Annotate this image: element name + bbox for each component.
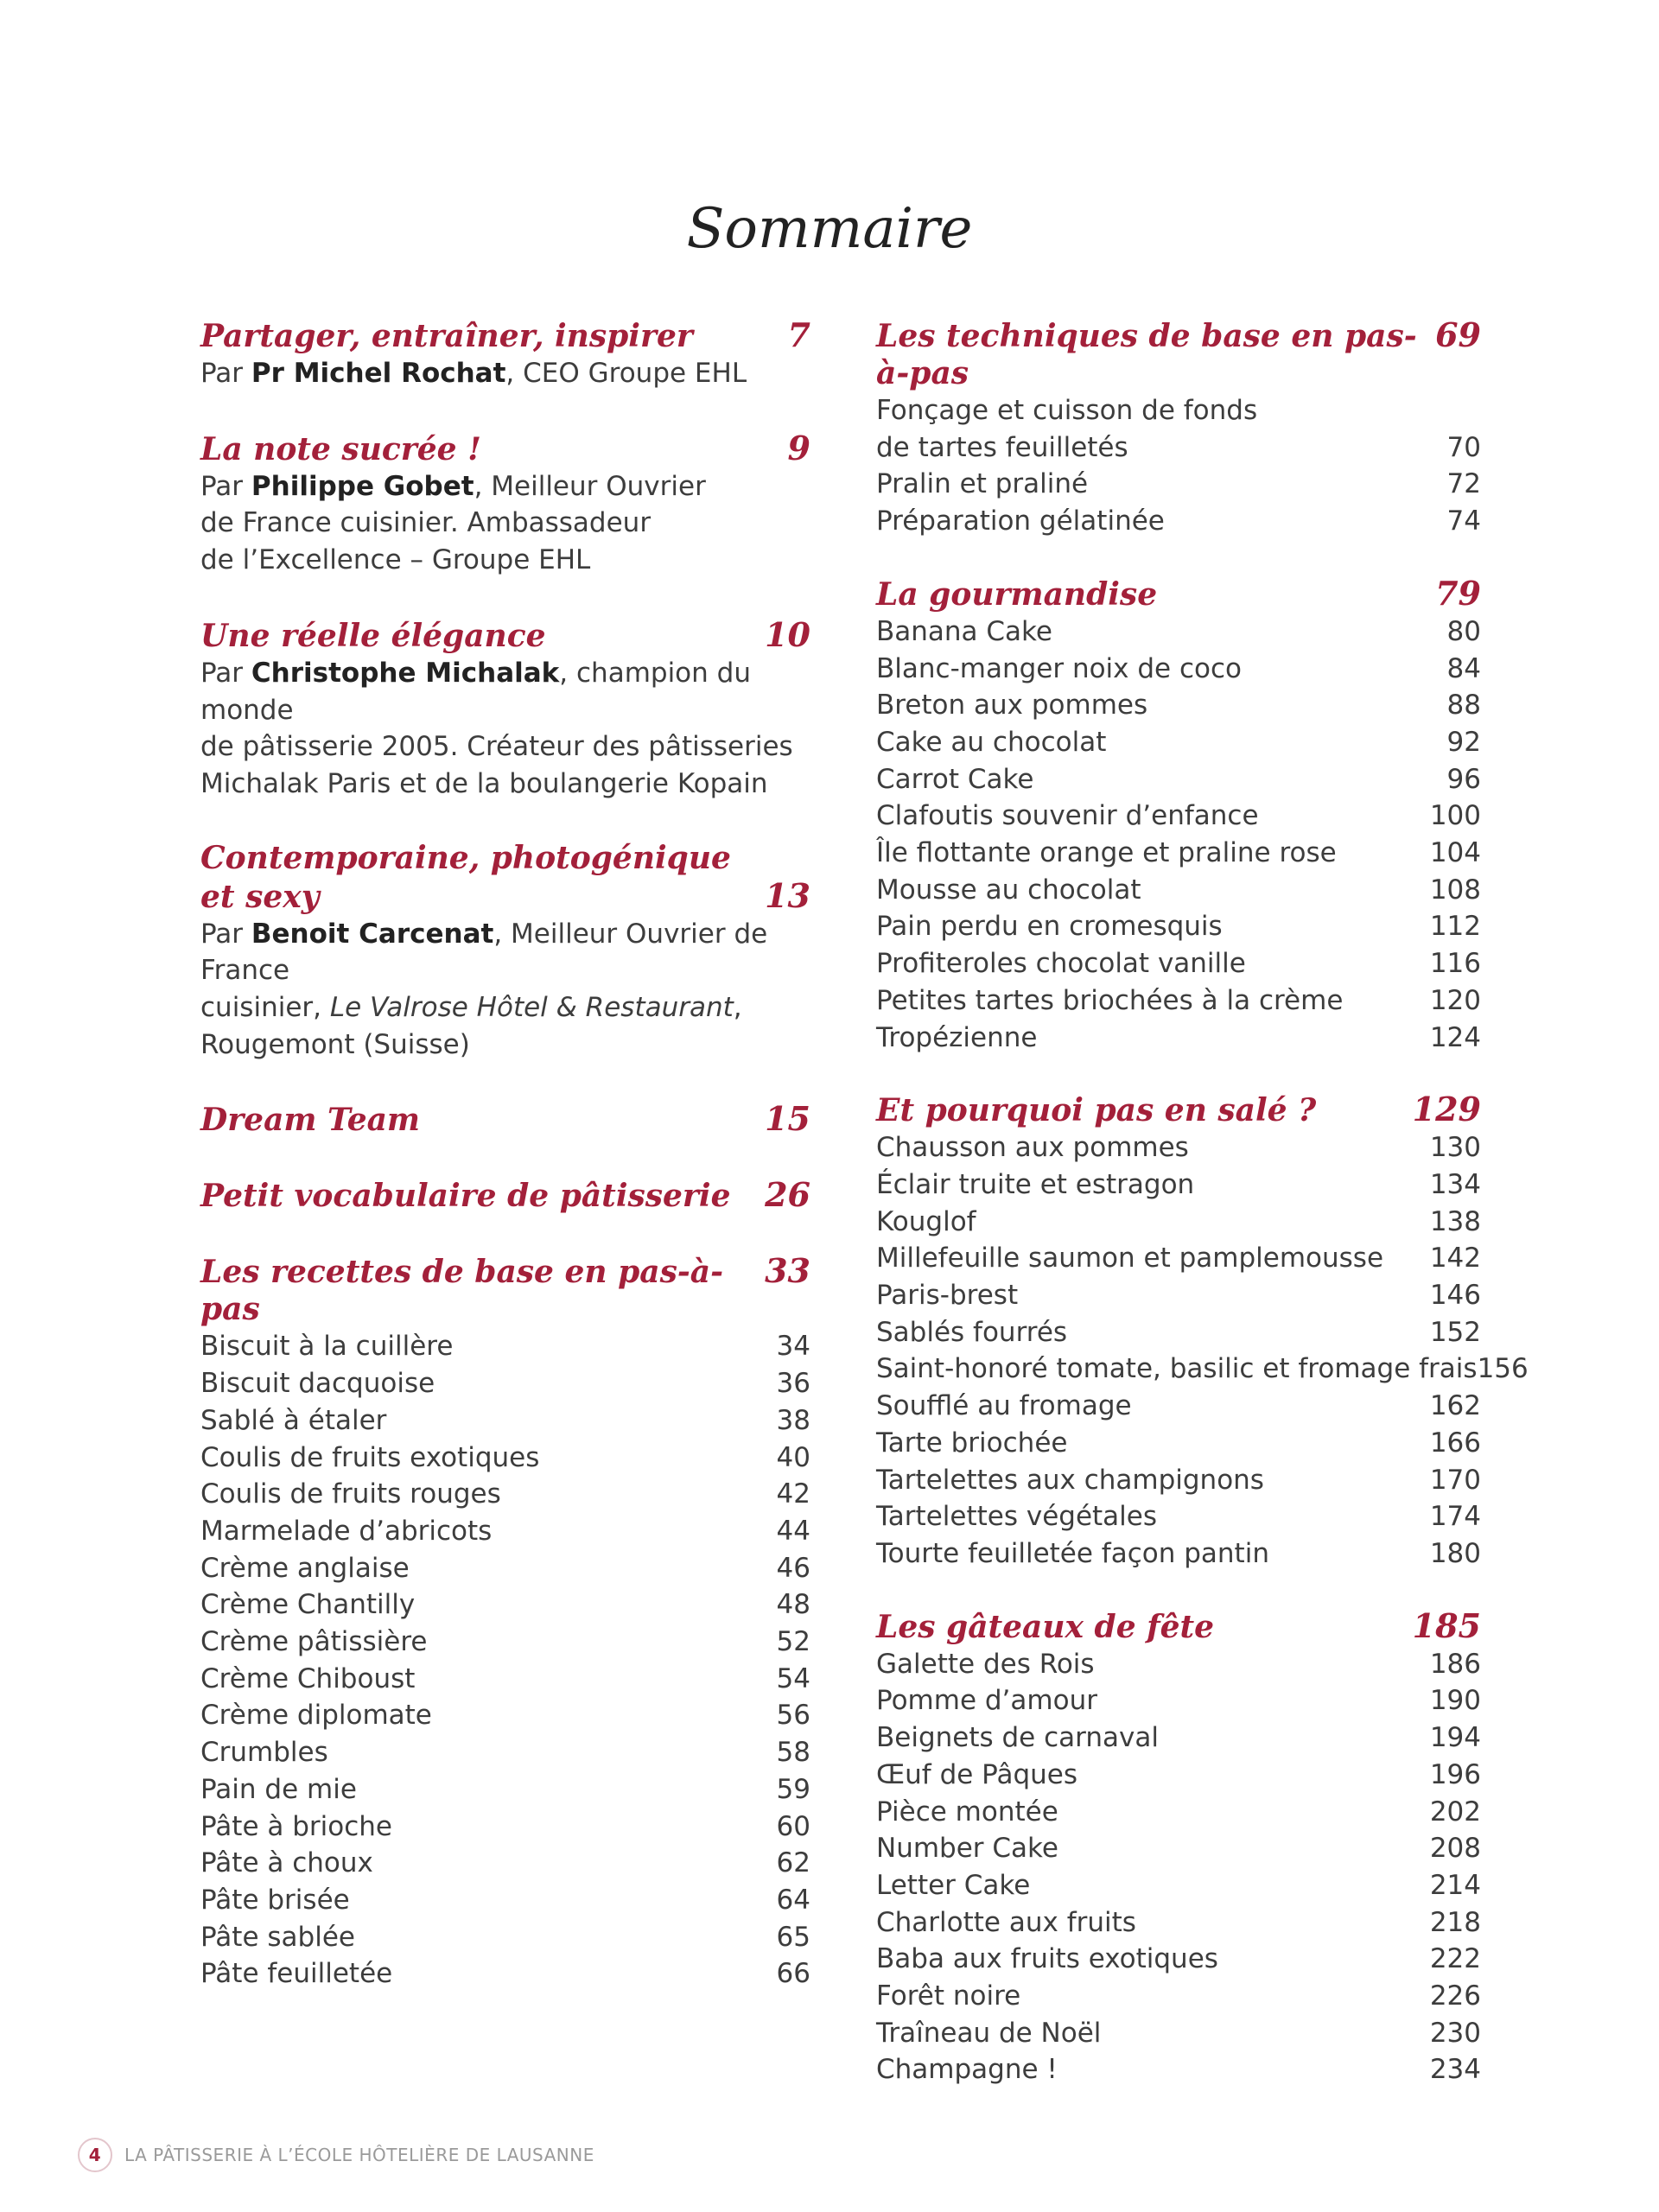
toc-entry[interactable] bbox=[876, 1462, 1481, 1499]
entry-page: 74 bbox=[1446, 505, 1481, 537]
entry-label: de tartes feuilletés bbox=[876, 431, 1128, 463]
entry-label: Éclair truite et estragon bbox=[876, 1168, 1195, 1200]
entry-label: Tarte briochée bbox=[876, 1427, 1068, 1459]
section-title: Contemporaine, photogénique bbox=[200, 839, 731, 876]
section-page: 185 bbox=[1412, 1605, 1481, 1645]
entry-label: Millefeuille saumon et pamplemousse bbox=[876, 1243, 1384, 1274]
entry-page: 180 bbox=[1429, 1537, 1481, 1569]
entry-label: Crumbles bbox=[200, 1737, 328, 1769]
section-author: Par Benoit Carcenat, Meilleur Ouvrier de France cuisinier, Le Valrose Hôtel & Restaurant, Rougemont (Suisse) bbox=[200, 918, 768, 1060]
toc-entry-list bbox=[876, 1646, 1481, 2088]
toc-entry[interactable] bbox=[876, 1240, 1481, 1277]
section-heading[interactable] bbox=[200, 1100, 810, 1139]
entry-label: Pâte feuilletée bbox=[200, 1958, 393, 1990]
section-heading[interactable] bbox=[200, 616, 810, 655]
entry-label: Fonçage et cuisson de fonds bbox=[876, 395, 1258, 426]
entry-label: Crème Chiboust bbox=[200, 1662, 416, 1694]
toc-section bbox=[200, 316, 810, 392]
entry-label: Soufflé au fromage bbox=[876, 1390, 1132, 1422]
entry-label: Saint-honoré tomate, basilic et fromage frais bbox=[876, 1353, 1478, 1385]
entry-page: 59 bbox=[776, 1773, 810, 1805]
entry-page: 112 bbox=[1429, 911, 1481, 943]
toc-entry[interactable] bbox=[200, 1550, 810, 1587]
entry-page: 108 bbox=[1429, 874, 1481, 906]
toc-section bbox=[876, 1607, 1481, 2088]
toc-left-column bbox=[200, 316, 810, 1993]
entry-page: 186 bbox=[1429, 1648, 1481, 1680]
toc-entry[interactable] bbox=[876, 1277, 1481, 1314]
section-page: 69 bbox=[1435, 315, 1481, 354]
entry-page: 70 bbox=[1446, 431, 1481, 463]
toc-entry[interactable] bbox=[200, 1328, 810, 1365]
toc-section bbox=[876, 1090, 1529, 1572]
toc-entry[interactable] bbox=[876, 835, 1481, 872]
toc-section bbox=[200, 1252, 810, 1993]
entry-page: 66 bbox=[776, 1958, 810, 1990]
toc-section bbox=[200, 616, 810, 803]
entry-label: Biscuit à la cuillère bbox=[200, 1331, 454, 1363]
toc-entry[interactable] bbox=[876, 872, 1481, 909]
section-page: 26 bbox=[765, 1175, 810, 1215]
entry-page: 138 bbox=[1429, 1205, 1481, 1237]
section-page: 15 bbox=[765, 1099, 810, 1139]
entry-label: Pain de mie bbox=[200, 1773, 357, 1805]
entry-label: Préparation gélatinée bbox=[876, 505, 1165, 537]
page-title: Sommaire bbox=[686, 197, 973, 261]
entry-page: 96 bbox=[1446, 763, 1481, 795]
entry-page: 156 bbox=[1477, 1353, 1529, 1385]
toc-entry[interactable] bbox=[200, 1734, 810, 1771]
entry-page: 44 bbox=[776, 1515, 810, 1547]
section-heading[interactable] bbox=[876, 575, 1481, 613]
entry-label: Blanc-manger noix de coco bbox=[876, 652, 1242, 684]
section-heading-continued[interactable] bbox=[200, 877, 810, 916]
page-number-badge: 4 bbox=[78, 2138, 112, 2172]
toc-entry[interactable] bbox=[200, 1808, 810, 1846]
section-title: et sexy bbox=[200, 878, 320, 915]
book-title: LA PÂTISSERIE À L’ÉCOLE HÔTELIÈRE DE LAUSANNE bbox=[124, 2145, 594, 2165]
toc-entry[interactable] bbox=[876, 1020, 1481, 1057]
section-page: 7 bbox=[787, 315, 810, 354]
section-page: 79 bbox=[1435, 573, 1481, 613]
toc-entry[interactable] bbox=[876, 613, 1481, 651]
toc-entry[interactable] bbox=[876, 651, 1481, 688]
entry-page: 104 bbox=[1429, 837, 1481, 869]
entry-label: Œuf de Pâques bbox=[876, 1758, 1078, 1790]
entry-label: Sablé à étaler bbox=[200, 1404, 387, 1436]
entry-page: 120 bbox=[1429, 984, 1481, 1016]
toc-entry-list bbox=[200, 1328, 810, 1993]
entry-page: 65 bbox=[776, 1921, 810, 1953]
entry-label: Champagne ! bbox=[876, 2054, 1058, 2086]
entry-label: Galette des Rois bbox=[876, 1648, 1095, 1680]
toc-entry[interactable] bbox=[876, 1535, 1481, 1573]
toc-entry[interactable] bbox=[876, 1498, 1481, 1535]
entry-page: 54 bbox=[776, 1662, 810, 1694]
section-title: Partager, entraîner, inspirer bbox=[200, 318, 693, 354]
section-page: 9 bbox=[787, 428, 810, 467]
toc-entry[interactable] bbox=[876, 392, 1481, 429]
toc-entry[interactable] bbox=[876, 2015, 1481, 2052]
toc-entry[interactable] bbox=[876, 1719, 1481, 1757]
section-title: Petit vocabulaire de pâtisserie bbox=[200, 1178, 731, 1215]
entry-page: 234 bbox=[1429, 2054, 1481, 2086]
entry-label: Tartelettes végétales bbox=[876, 1501, 1158, 1533]
entry-page: 208 bbox=[1429, 1833, 1481, 1865]
entry-page: 60 bbox=[776, 1810, 810, 1842]
entry-page: 134 bbox=[1429, 1168, 1481, 1200]
toc-section bbox=[200, 1100, 810, 1139]
section-heading[interactable] bbox=[200, 316, 810, 355]
section-title: Les gâteaux de fête bbox=[876, 1608, 1215, 1645]
section-heading[interactable] bbox=[200, 1252, 810, 1328]
toc-entry[interactable] bbox=[876, 1425, 1481, 1462]
entry-label: Pâte à brioche bbox=[200, 1810, 392, 1842]
entry-label: Crème Chantilly bbox=[200, 1589, 416, 1621]
toc-entry[interactable] bbox=[876, 687, 1481, 724]
entry-label: Crème anglaise bbox=[200, 1552, 410, 1584]
section-heading[interactable] bbox=[876, 316, 1481, 392]
toc-entry[interactable] bbox=[200, 1697, 810, 1734]
entry-label: Crème pâtissière bbox=[200, 1626, 428, 1658]
section-title: Et pourquoi pas en salé ? bbox=[876, 1092, 1317, 1129]
toc-entry[interactable] bbox=[876, 1941, 1481, 1978]
toc-entry[interactable] bbox=[200, 1476, 810, 1513]
entry-page: 194 bbox=[1429, 1722, 1481, 1754]
entry-label: Baba aux fruits exotiques bbox=[876, 1943, 1218, 1975]
toc-section bbox=[200, 840, 810, 1064]
entry-label: Letter Cake bbox=[876, 1869, 1031, 1901]
entry-page: 146 bbox=[1429, 1280, 1481, 1312]
toc-entry[interactable] bbox=[876, 1351, 1529, 1388]
toc-entry[interactable] bbox=[876, 724, 1481, 761]
entry-label: Biscuit dacquoise bbox=[200, 1368, 435, 1400]
section-heading[interactable] bbox=[200, 1176, 810, 1215]
entry-label: Sablés fourrés bbox=[876, 1316, 1068, 1348]
section-page: 10 bbox=[765, 614, 810, 654]
entry-page: 40 bbox=[776, 1441, 810, 1473]
entry-page: 84 bbox=[1446, 652, 1481, 684]
toc-entry[interactable] bbox=[876, 945, 1481, 982]
entry-page: 162 bbox=[1429, 1390, 1481, 1422]
entry-page: 64 bbox=[776, 1884, 810, 1916]
section-title: Une réelle élégance bbox=[200, 617, 546, 654]
entry-page: 80 bbox=[1446, 615, 1481, 647]
entry-page: 166 bbox=[1429, 1427, 1481, 1459]
entry-page: 72 bbox=[1446, 468, 1481, 500]
toc-section bbox=[876, 575, 1481, 1056]
entry-label: Île flottante orange et praline rose bbox=[876, 837, 1337, 869]
toc-entry[interactable] bbox=[876, 429, 1481, 467]
entry-label: Traîneau de Noël bbox=[876, 2017, 1102, 2049]
entry-page: 124 bbox=[1429, 1021, 1481, 1053]
section-author: Par Pr Michel Rochat, CEO Groupe EHL bbox=[200, 358, 747, 389]
toc-entry[interactable] bbox=[200, 1624, 810, 1661]
entry-page: 152 bbox=[1429, 1316, 1481, 1348]
entry-label: Pièce montée bbox=[876, 1796, 1058, 1827]
section-title: Les techniques de base en pas-à-pas bbox=[876, 318, 1417, 391]
entry-page: 226 bbox=[1429, 1980, 1481, 2012]
section-page: 13 bbox=[765, 875, 810, 915]
entry-page: 56 bbox=[776, 1700, 810, 1732]
section-author: Par Philippe Gobet, Meilleur Ouvrier de France cuisinier. Ambassadeur de l’Excellence – Groupe EHL bbox=[200, 470, 706, 576]
toc-entry[interactable] bbox=[876, 1204, 1481, 1241]
toc-entry[interactable] bbox=[876, 1129, 1481, 1166]
toc-entry[interactable] bbox=[876, 982, 1481, 1020]
entry-page: 36 bbox=[776, 1368, 810, 1400]
entry-page: 214 bbox=[1429, 1869, 1481, 1901]
entry-label: Tartelettes aux champignons bbox=[876, 1464, 1264, 1496]
entry-page: 202 bbox=[1429, 1796, 1481, 1827]
entry-page: 62 bbox=[776, 1847, 810, 1879]
toc-section bbox=[876, 316, 1481, 540]
toc-entry-list bbox=[876, 1129, 1529, 1572]
entry-label: Breton aux pommes bbox=[876, 690, 1148, 721]
entry-label: Paris-brest bbox=[876, 1280, 1019, 1312]
toc-entry[interactable] bbox=[876, 1794, 1481, 1831]
toc-entry[interactable] bbox=[876, 2051, 1481, 2088]
entry-label: Mousse au chocolat bbox=[876, 874, 1141, 906]
toc-entry[interactable] bbox=[876, 1388, 1481, 1425]
entry-page: 218 bbox=[1429, 1906, 1481, 1938]
entry-label: Petites tartes briochées à la crème bbox=[876, 984, 1344, 1016]
entry-label: Profiteroles chocolat vanille bbox=[876, 948, 1246, 980]
toc-entry[interactable] bbox=[200, 1882, 810, 1919]
entry-label: Pâte sablée bbox=[200, 1921, 355, 1953]
page-footer bbox=[78, 2138, 594, 2172]
entry-page: 100 bbox=[1429, 800, 1481, 832]
toc-right-column bbox=[876, 315, 1529, 2088]
toc-entry[interactable] bbox=[876, 908, 1481, 945]
entry-page: 142 bbox=[1429, 1243, 1481, 1274]
entry-page: 190 bbox=[1429, 1685, 1481, 1717]
entry-label: Kouglof bbox=[876, 1205, 976, 1237]
toc-entry[interactable] bbox=[200, 1586, 810, 1624]
entry-page: 42 bbox=[776, 1478, 810, 1510]
toc-entry[interactable] bbox=[876, 1978, 1481, 2015]
section-page: 129 bbox=[1412, 1090, 1481, 1129]
toc-entry[interactable] bbox=[876, 503, 1481, 540]
entry-label: Cake au chocolat bbox=[876, 726, 1107, 758]
toc-entry[interactable] bbox=[200, 1365, 810, 1402]
entry-page: 230 bbox=[1429, 2017, 1481, 2049]
entry-page: 196 bbox=[1429, 1758, 1481, 1790]
section-page: 33 bbox=[765, 1251, 810, 1291]
entry-page: 38 bbox=[776, 1404, 810, 1436]
entry-label: Marmelade d’abricots bbox=[200, 1515, 493, 1547]
entry-label: Carrot Cake bbox=[876, 763, 1034, 795]
entry-label: Beignets de carnaval bbox=[876, 1722, 1159, 1754]
entry-label: Crème diplomate bbox=[200, 1700, 432, 1732]
entry-page: 46 bbox=[776, 1552, 810, 1584]
entry-page: 58 bbox=[776, 1737, 810, 1769]
section-heading[interactable] bbox=[876, 1090, 1481, 1129]
entry-page: 222 bbox=[1429, 1943, 1481, 1975]
section-heading[interactable] bbox=[876, 1607, 1481, 1646]
entry-page: 174 bbox=[1429, 1501, 1481, 1533]
toc-entry[interactable] bbox=[200, 1402, 810, 1440]
toc-entry-list bbox=[876, 392, 1481, 540]
entry-label: Banana Cake bbox=[876, 615, 1052, 647]
toc-entry[interactable] bbox=[876, 1682, 1481, 1719]
toc-entry[interactable] bbox=[200, 1661, 810, 1698]
toc-entry[interactable] bbox=[200, 1845, 810, 1882]
entry-label: Pain perdu en cromesquis bbox=[876, 911, 1223, 943]
toc-entry[interactable] bbox=[876, 1646, 1481, 1683]
section-author: Par Christophe Michalak, champion du monde de pâtisserie 2005. Créateur des pâtisseries Michalak Paris et de la boulangerie Kopain bbox=[200, 657, 793, 799]
toc-entry[interactable] bbox=[200, 1919, 810, 1956]
toc-entry[interactable] bbox=[876, 798, 1481, 835]
entry-label: Pâte brisée bbox=[200, 1884, 350, 1916]
entry-page: 34 bbox=[776, 1331, 810, 1363]
toc-entry[interactable] bbox=[876, 1757, 1481, 1794]
entry-label: Pâte à choux bbox=[200, 1847, 373, 1879]
entry-label: Forêt noire bbox=[876, 1980, 1021, 2012]
entry-page: 88 bbox=[1446, 690, 1481, 721]
section-title: La gourmandise bbox=[876, 575, 1158, 613]
entry-label: Charlotte aux fruits bbox=[876, 1906, 1136, 1938]
toc-entry[interactable] bbox=[200, 1513, 810, 1550]
toc-entry[interactable] bbox=[200, 1955, 810, 1993]
toc-entry[interactable] bbox=[876, 1904, 1481, 1942]
section-heading[interactable] bbox=[200, 840, 810, 877]
entry-label: Chausson aux pommes bbox=[876, 1132, 1189, 1164]
toc-entry-list bbox=[876, 613, 1481, 1056]
toc-section bbox=[200, 429, 810, 579]
entry-label: Tourte feuilletée façon pantin bbox=[876, 1537, 1269, 1569]
section-title: Les recettes de base en pas-à-pas bbox=[200, 1254, 724, 1328]
entry-label: Clafoutis souvenir d’enfance bbox=[876, 800, 1259, 832]
entry-page: 130 bbox=[1429, 1132, 1481, 1164]
toc-entry[interactable] bbox=[200, 1440, 810, 1477]
entry-label: Pralin et praliné bbox=[876, 468, 1089, 500]
entry-page: 170 bbox=[1429, 1464, 1481, 1496]
toc-entry[interactable] bbox=[876, 1830, 1481, 1867]
entry-page: 92 bbox=[1446, 726, 1481, 758]
section-title: La note sucrée ! bbox=[200, 430, 481, 467]
toc-entry[interactable] bbox=[200, 1771, 810, 1808]
entry-label: Coulis de fruits exotiques bbox=[200, 1441, 540, 1473]
entry-page: 48 bbox=[776, 1589, 810, 1621]
toc-entry[interactable] bbox=[876, 466, 1481, 503]
toc-entry[interactable] bbox=[876, 761, 1481, 798]
entry-label: Coulis de fruits rouges bbox=[200, 1478, 501, 1510]
section-heading[interactable] bbox=[200, 429, 810, 468]
toc-entry[interactable] bbox=[876, 1314, 1481, 1351]
entry-label: Tropézienne bbox=[876, 1021, 1038, 1053]
toc-section bbox=[200, 1176, 810, 1215]
entry-label: Number Cake bbox=[876, 1833, 1058, 1865]
section-title: Dream Team bbox=[200, 1102, 421, 1139]
entry-page: 116 bbox=[1429, 948, 1481, 980]
toc-entry[interactable] bbox=[876, 1867, 1481, 1904]
toc-entry[interactable] bbox=[876, 1166, 1481, 1204]
entry-page: 52 bbox=[776, 1626, 810, 1658]
entry-label: Pomme d’amour bbox=[876, 1685, 1097, 1717]
